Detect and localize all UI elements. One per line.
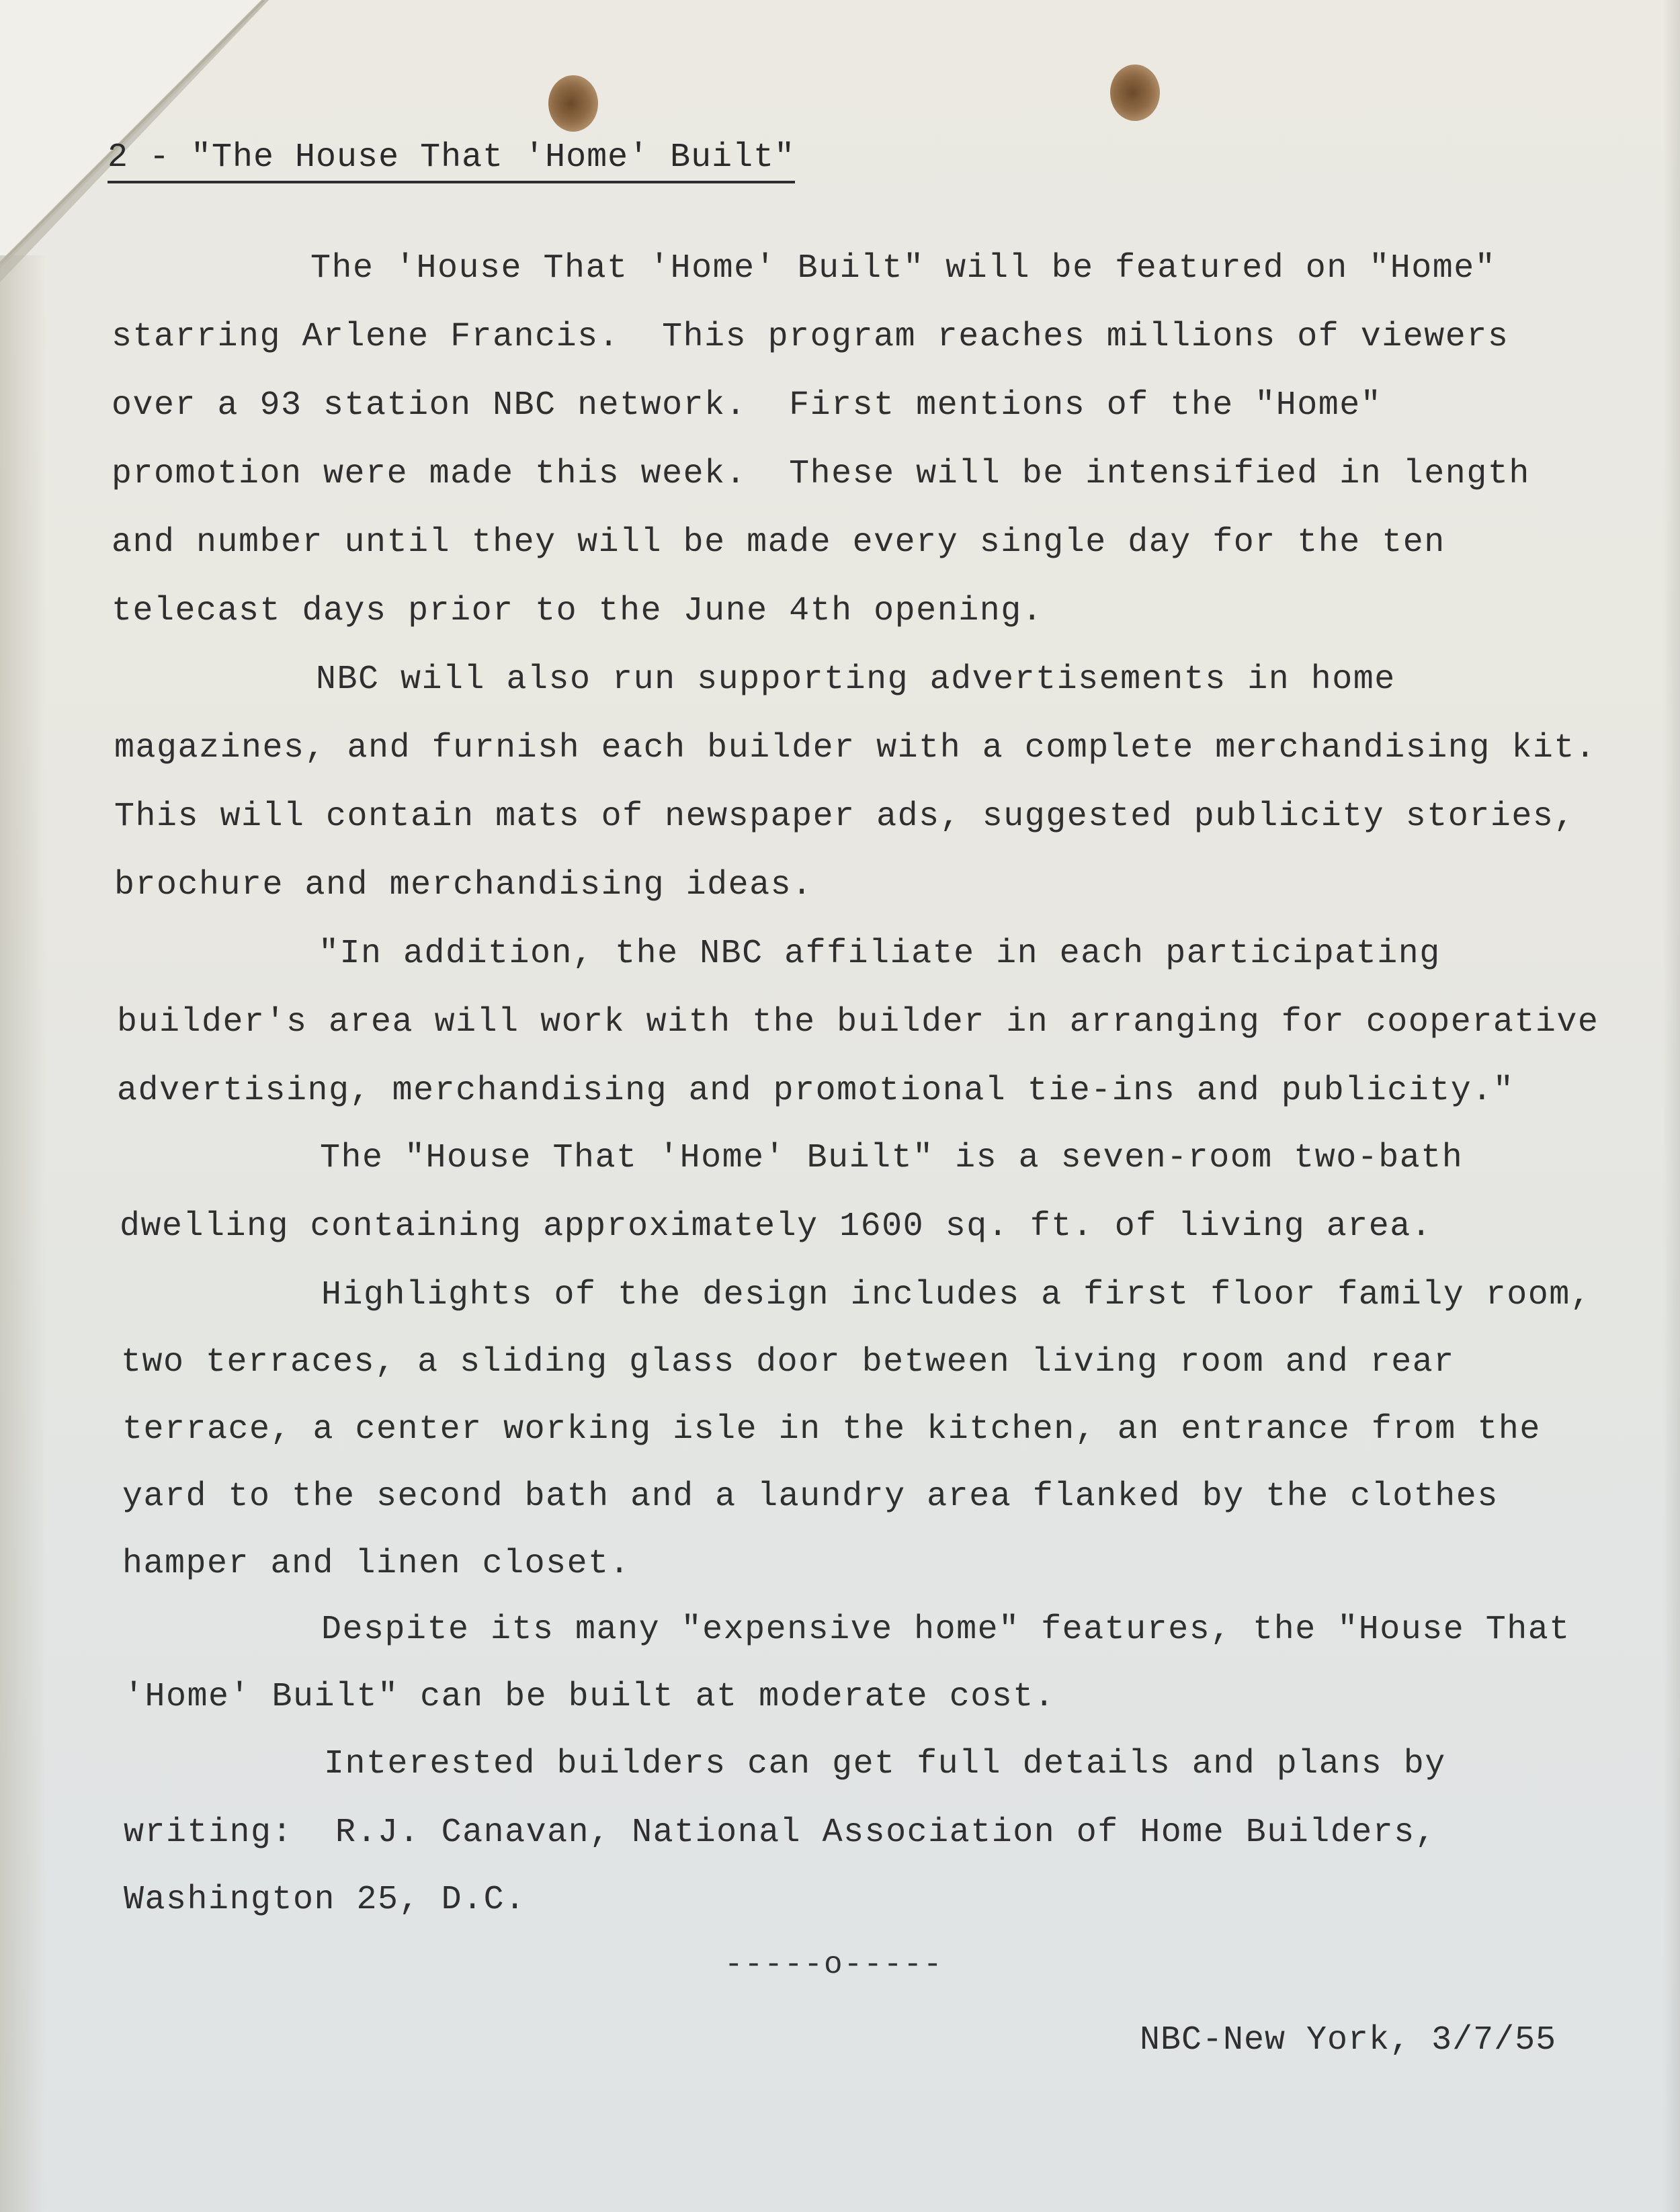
body-line: two terraces, a sliding glass door between living room and rear <box>121 1343 1455 1381</box>
body-line: The "House That 'Home' Built" is a seven-room two-bath <box>320 1139 1464 1177</box>
body-line: writing: R.J. Canavan, National Association of Home Builders, <box>124 1814 1437 1852</box>
dateline: NBC-New York, 3/7/55 <box>1140 2021 1557 2059</box>
body-line: promotion were made this week. These will be intensified in length <box>112 455 1530 493</box>
body-line: hamper and linen closet. <box>122 1545 631 1583</box>
body-line: and number until they will be made every single day for the ten <box>112 523 1445 562</box>
body-line: starring Arlene Francis. This program reaches millions of viewers <box>112 318 1509 356</box>
body-line: Highlights of the design includes a first floor family room, <box>321 1276 1592 1314</box>
section-divider: -----o----- <box>724 1947 943 1982</box>
body-line: Washington 25, D.C. <box>124 1881 526 1919</box>
body-line: The 'House That 'Home' Built" will be featured on "Home" <box>310 249 1497 288</box>
body-line: magazines, and furnish each builder with a complete merchandising kit. <box>114 729 1597 767</box>
body-line: advertising, merchandising and promotional tie-ins and publicity." <box>117 1072 1515 1110</box>
body-line: NBC will also run supporting advertisements in home <box>316 661 1396 699</box>
body-line: "In addition, the NBC affiliate in each participating <box>319 935 1441 973</box>
body-line: This will contain mats of newspaper ads, suggested publicity stories, <box>114 798 1575 836</box>
body-line: Interested builders can get full details and plans by <box>324 1745 1446 1783</box>
body-line: telecast days prior to the June 4th opening. <box>112 592 1044 630</box>
paper-left-edge-shadow <box>0 255 47 2212</box>
body-line: brochure and merchandising ideas. <box>114 866 813 904</box>
page-heading: 2 - "The House That 'Home' Built" <box>108 138 795 183</box>
body-line: builder's area will work with the builder in arranging for cooperative <box>117 1003 1599 1041</box>
body-line: yard to the second bath and a laundry area flanked by the clothes <box>122 1478 1499 1516</box>
paper-right-edge-shadow <box>1663 0 1680 2212</box>
body-line: 'Home' Built" can be built at moderate cost. <box>124 1678 1056 1716</box>
body-line: Despite its many "expensive home" features, the "House That <box>321 1611 1570 1649</box>
punch-hole <box>1110 65 1160 121</box>
body-line: over a 93 station NBC network. First mentions of the "Home" <box>112 386 1382 425</box>
body-line: terrace, a center working isle in the kitchen, an entrance from the <box>122 1410 1541 1449</box>
punch-hole <box>548 75 598 132</box>
body-line: dwelling containing approximately 1600 sq. ft. of living area. <box>120 1207 1433 1246</box>
